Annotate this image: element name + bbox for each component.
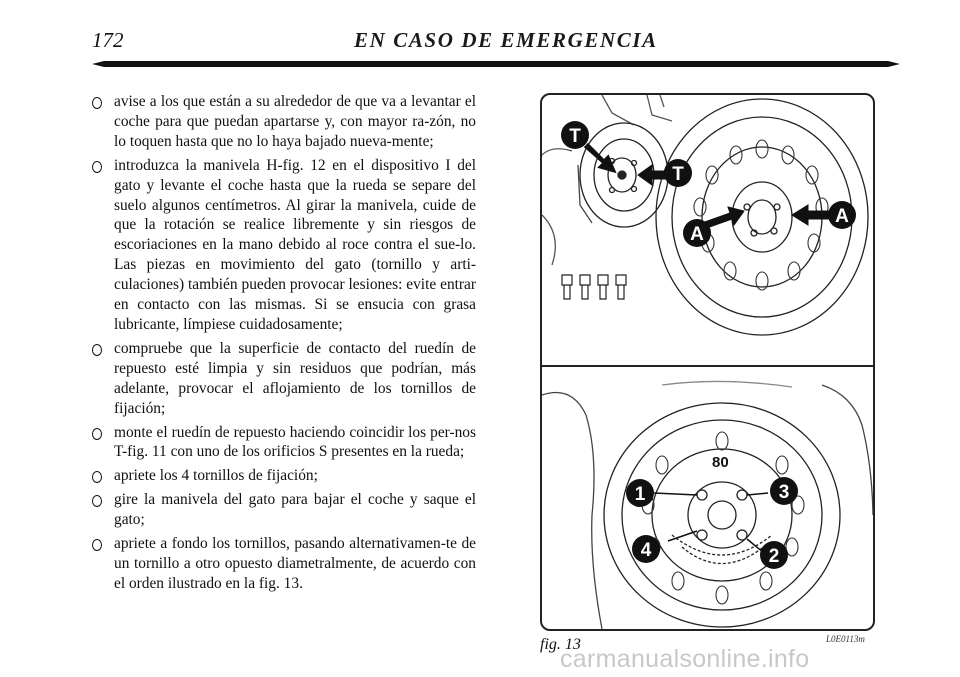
- bullet-icon: [92, 539, 102, 551]
- list-item: [92, 466, 476, 486]
- header-rule: [92, 61, 900, 67]
- label-a-1: A: [690, 224, 704, 245]
- watermark: carmanualsonline.info: [560, 645, 810, 673]
- list-item-text: compruebe que la superficie de contacto del ruedín de repuesto esté limpia y sin residuos que podrían, más adelante, provocar el aflojamiento de los tornillos de fijación;: [114, 339, 476, 417]
- list-item: [92, 423, 476, 463]
- bolt-label-3: 3: [778, 482, 790, 503]
- label-t-1: T: [569, 126, 581, 147]
- bullet-icon: [92, 344, 102, 356]
- figure-illustration: [540, 93, 875, 631]
- bullet-icon: [92, 161, 102, 173]
- list-item-text: gire la manivela del gato para bajar el coche y saque el gato;: [114, 491, 476, 529]
- list-item-text: introduzca la manivela H-fig. 12 en el dispositivo I del gato y levante el coche hasta que la rueda se separe del suelo algunos centímetros. Al girar la manivela, cuide de que la rotación se realice libremente y sin riesgos de escoriaciones en la mano debido al roce contra el sue-lo. Las piezas en movimiento del gato (tornillo y arti-culaciones) también pueden provocar lesiones: evite entrar en contacto con las mismas. Si se ensucia con grasa lubricante, límpiese cuidadosamente;: [114, 156, 476, 333]
- list-item: [92, 490, 476, 530]
- figure-caption: fig. 13: [540, 636, 581, 653]
- page-number: 172: [92, 28, 124, 52]
- bullet-icon: [92, 471, 102, 483]
- speed-marking-text: 80: [712, 454, 729, 471]
- bolt-order-labels: [626, 477, 798, 569]
- instruction-list: [92, 92, 476, 598]
- bolt-label-4: 4: [640, 540, 652, 561]
- speed-marking: [712, 454, 729, 471]
- bolt-label-1: 1: [634, 484, 646, 505]
- list-item-text: apriete a fondo los tornillos, pasando alternativamen-te de un tornillo a otro opuesto diametralmente, de acuerdo con el orden ilustrado en la fig. 13.: [114, 535, 476, 592]
- label-t-2: T: [672, 164, 684, 185]
- bullet-icon: [92, 97, 102, 109]
- list-item-text: monte el ruedín de repuesto haciendo coincidir los per-nos T-fig. 11 con uno de los orificios S presentes en la rueda;: [114, 423, 476, 461]
- page-header: [92, 28, 900, 58]
- section-title: EN CASO DE EMERGENCIA: [354, 28, 658, 52]
- figure-code: L0E0113m: [826, 634, 865, 644]
- bottom-panel: [542, 381, 873, 629]
- wheel-illustration: [542, 95, 873, 629]
- list-item: [92, 92, 476, 152]
- label-a-2: A: [835, 206, 849, 227]
- bullet-icon: [92, 428, 102, 440]
- list-item-text: apriete los 4 tornillos de fijación;: [114, 467, 318, 485]
- bullet-icon: [92, 495, 102, 507]
- figure-divider: [542, 365, 873, 367]
- list-item: [92, 534, 476, 594]
- wheel-bolts: [562, 275, 626, 299]
- list-item-text: avise a los que están a su alrededor de que va a levantar el coche para que puedan apartarse y, con mayor ra-zón, no lo toquen hasta que no lo haya bajado nueva-mente;: [114, 93, 476, 150]
- list-item: [92, 339, 476, 419]
- list-item: [92, 156, 476, 335]
- bolt-label-2: 2: [768, 546, 780, 567]
